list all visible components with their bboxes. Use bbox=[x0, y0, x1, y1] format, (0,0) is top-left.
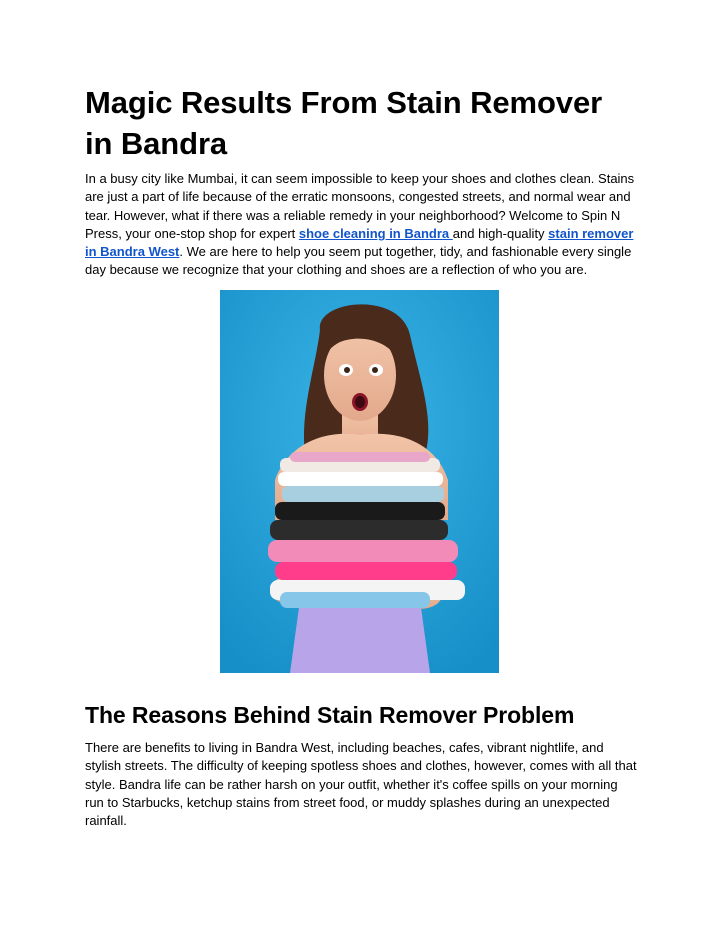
intro-text-3: . We are here to help you seem put together, tidy, and fashionable every single day because we recognize that your clothing and shoes are a reflection of who you are. bbox=[85, 244, 632, 278]
woman-with-clothes-photo bbox=[220, 290, 499, 673]
section-heading-reasons: The Reasons Behind Stain Remover Problem bbox=[85, 702, 575, 728]
photo-illustration bbox=[220, 290, 499, 673]
document-body bbox=[85, 82, 637, 280]
intro-paragraph bbox=[85, 170, 637, 280]
page-title: Magic Results From Stain Remover in Bandra bbox=[85, 85, 603, 161]
intro-text-1: In a busy city like Mumbai, it can seem impossible to keep your shoes and clothes clean. Stains are just a part of life because of the erratic monsoons, congested streets, and normal wear and tear. However, what if there was a reliable remedy in your neighborhood? Welcome to Spin N Press, your one-stop shop for expert bbox=[85, 171, 635, 241]
stain-remover-link[interactable]: stain remover in Bandra West bbox=[85, 225, 634, 260]
shoe-cleaning-link[interactable]: shoe cleaning in Bandra bbox=[298, 225, 453, 241]
intro-text-2: and high-quality bbox=[452, 225, 549, 241]
reasons-paragraph: There are benefits to living in Bandra West, including beaches, cafes, vibrant nightlife, and stylish streets. The difficulty of keeping spotless shoes and clothes, however, comes with all that style. Bandra life can be rather harsh on your outfit, whether it's coffee spills on your morning run to Starbucks, ketchup stains from street food, or muddy splashes during an unexpected rainfall. bbox=[85, 740, 637, 829]
